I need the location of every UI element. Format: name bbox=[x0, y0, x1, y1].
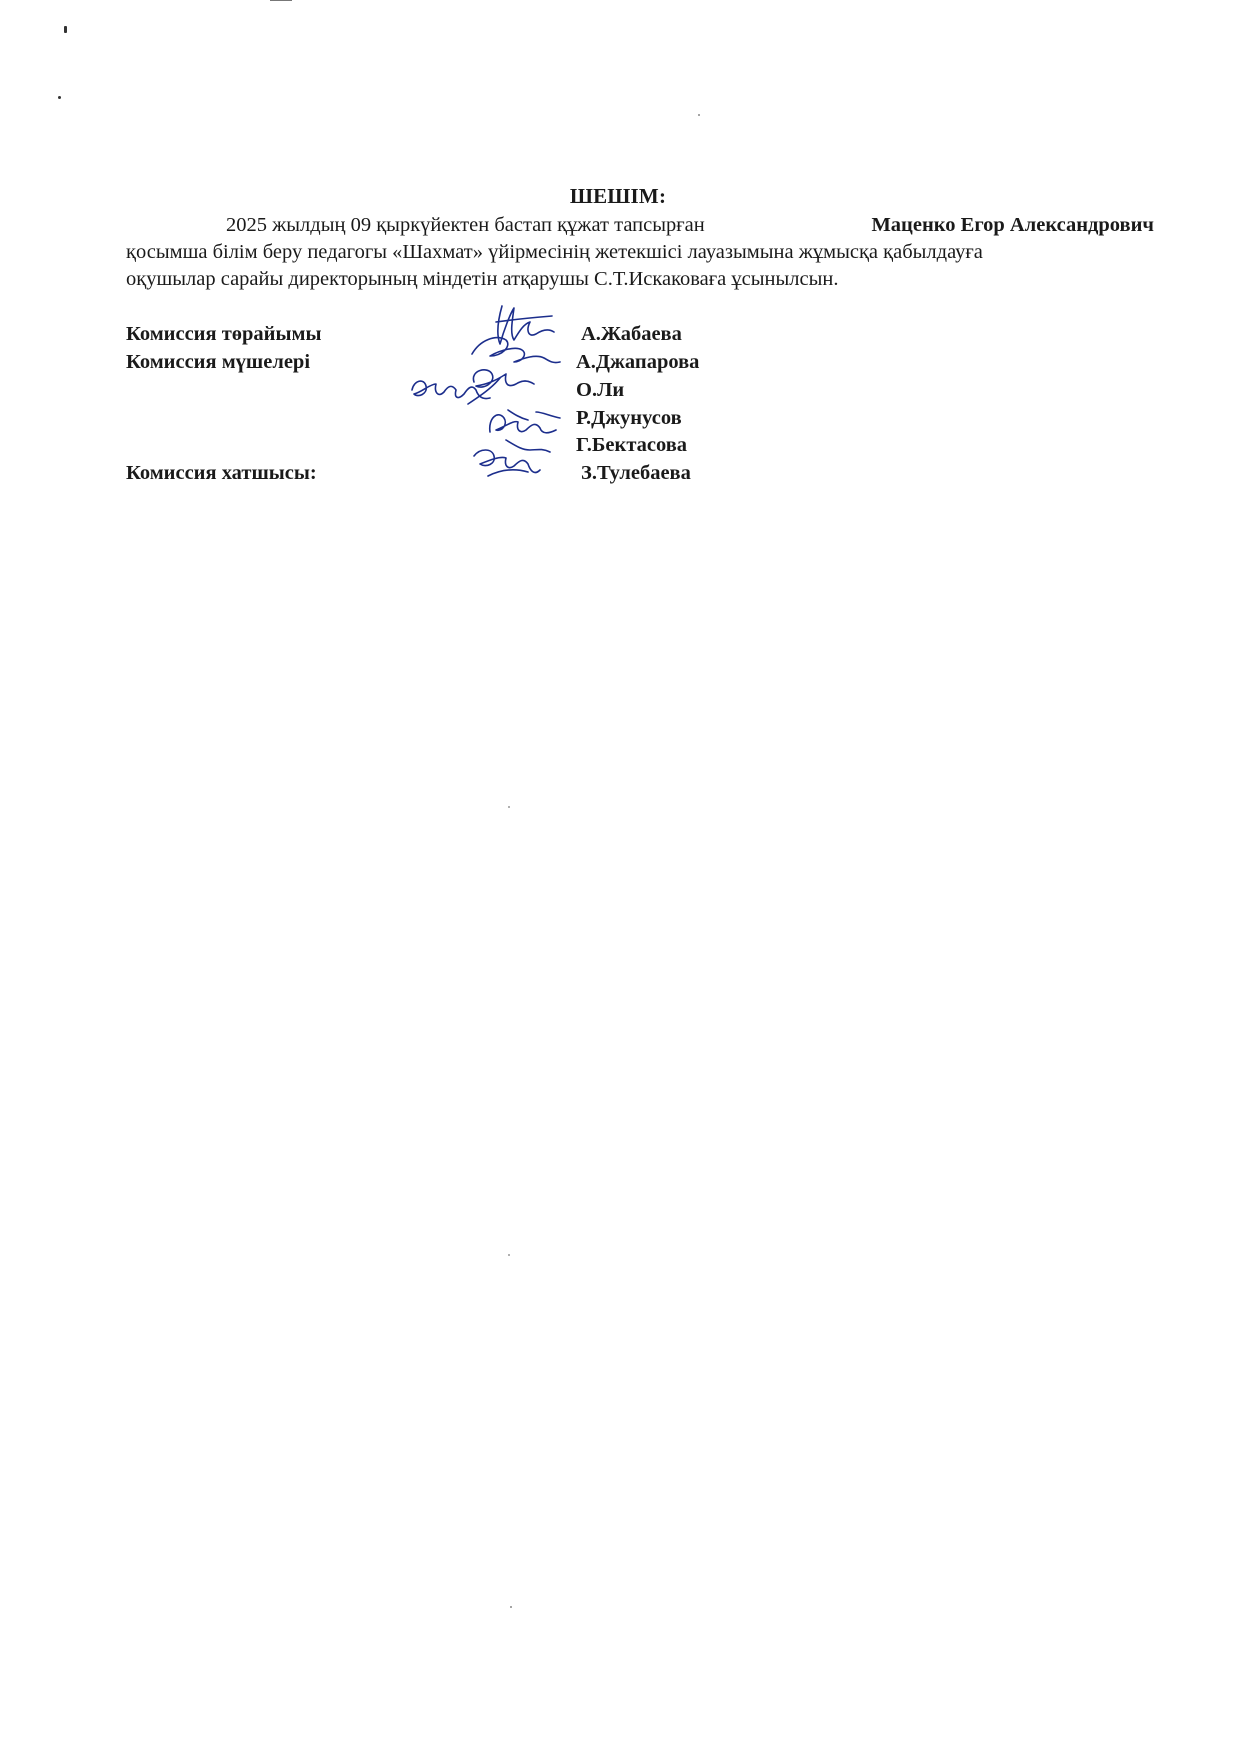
paragraph-line-1-text: 2025 жылдың 09 қыркүйектен бастап құжат тапсырған bbox=[226, 214, 705, 236]
decision-paragraph bbox=[126, 212, 1154, 293]
scan-speck bbox=[698, 114, 700, 116]
signature-stroke bbox=[472, 338, 560, 363]
signature-stroke bbox=[506, 440, 550, 452]
signature-stroke bbox=[473, 370, 534, 387]
signature-stroke bbox=[498, 306, 554, 344]
member-name: Г.Бектасова bbox=[576, 434, 688, 456]
document-title: ШЕШІМ: bbox=[569, 184, 667, 208]
member-name: А.Джапарова bbox=[576, 351, 700, 373]
signature-stroke bbox=[488, 470, 528, 476]
chair-label: Комиссия төрайымы bbox=[126, 323, 322, 345]
paragraph-line-1 bbox=[126, 212, 1154, 239]
secretary-name: З.Тулебаева bbox=[581, 462, 691, 484]
chair-name: А.Жабаева bbox=[581, 323, 682, 345]
member-name: Р.Джунусов bbox=[576, 407, 682, 429]
signature-stroke bbox=[474, 450, 540, 472]
scan-speck bbox=[508, 806, 510, 808]
scan-speck bbox=[64, 26, 67, 33]
signature-stroke bbox=[496, 316, 552, 322]
candidate-name: Маценко Егор Александрович bbox=[871, 214, 1154, 236]
signature-stroke bbox=[508, 410, 560, 420]
scan-speck bbox=[510, 1606, 512, 1608]
paragraph-line-3: оқушылар сарайы директорының міндетін атқарушы С.Т.Искаковаға ұсынылсын. bbox=[126, 268, 839, 290]
scan-speck bbox=[58, 96, 61, 99]
signature-stroke bbox=[468, 378, 500, 404]
handwritten-signatures bbox=[410, 300, 600, 500]
scan-artifact-line bbox=[270, 0, 292, 1]
paragraph-line-2: қосымша білім беру педагогы «Шахмат» үйірмесінің жетекшісі лауазымына жұмысқа қабылдауға bbox=[126, 241, 983, 263]
secretary-label: Комиссия хатшысы: bbox=[126, 462, 317, 484]
scan-speck bbox=[508, 1254, 510, 1256]
member-name: О.Ли bbox=[576, 379, 625, 401]
members-label: Комиссия мүшелері bbox=[126, 351, 311, 373]
